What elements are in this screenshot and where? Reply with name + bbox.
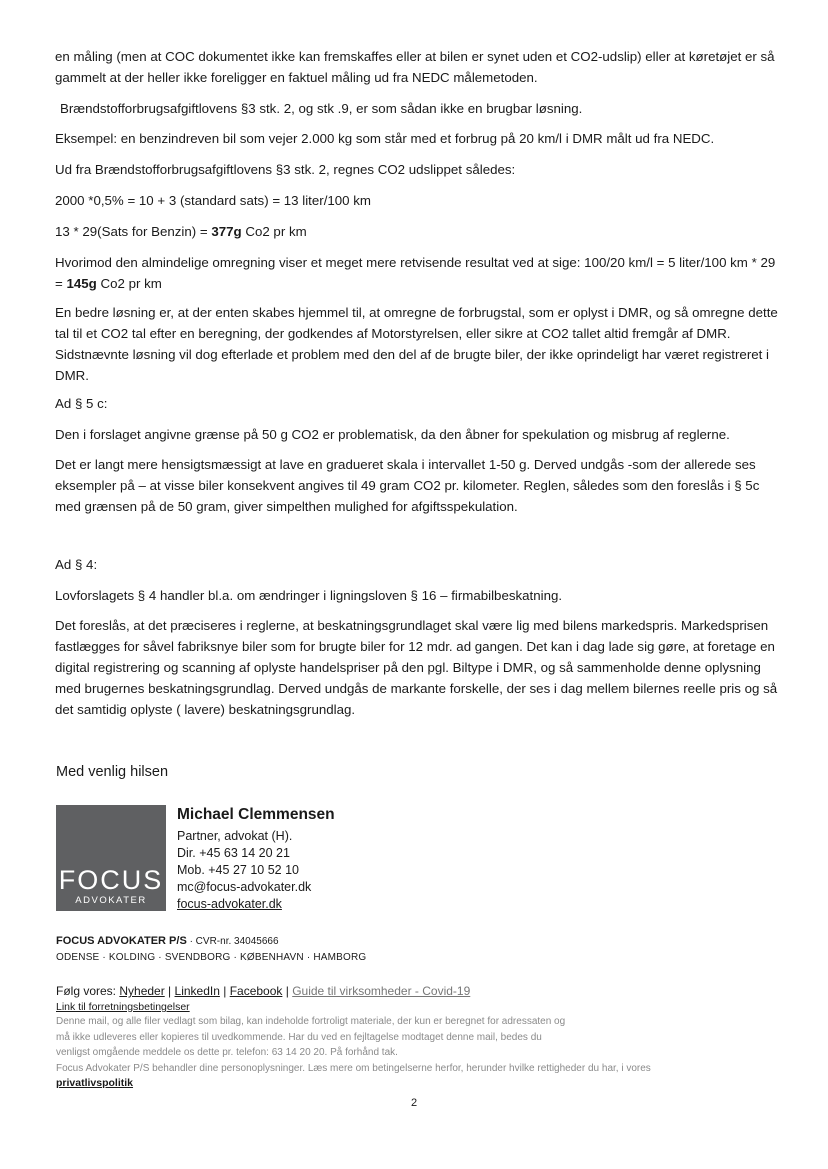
paragraph-better-solution: En bedre løsning er, at der enten skabes hjemmel til, at omregne de forbrugstal, som er oplyst i DMR, og så omregne dette tal til et CO2 tal efter en beregning, der godkendes af Motorstyrelsen, eller sikre at CO2 tallet altid fremgår af DMR. Sidstnævnte løsning vil dog efterlade et problem med den del af de brugte biler, der ikke oprindeligt har været registreret i DMR.: [55, 305, 778, 383]
paragraph-graduated-scale: Det er langt mere hensigtsmæssigt at lave en gradueret skala i intervallet 1-50 g. Derved undgås -som der allerede ses eksempler på – at visse biler konsekvent angives til 49 gram CO2 pr. kilometer. Reglen, således som den foreslås i § 5c med grænsen på de 50 gram, giver simpelthen mulighed for afgiftsspekulation.: [55, 457, 760, 514]
heading-ad-5c: Ad § 5 c:: [55, 396, 108, 411]
facebook-link[interactable]: Facebook: [229, 984, 283, 998]
heading-ad-4: Ad § 4:: [55, 557, 98, 572]
signer-name: Michael Clemmensen: [177, 806, 335, 823]
paragraph-market-price: Det foreslås, at det præciseres i reglerne, at beskatningsgrundlaget skal være lig med bilens markedspris. Markedsprisen fastlægges for såvel fabriksnye biler som for brugte biler for 12 mdr. ad gangen. Det kan i dag lade sig gøre, at foretage en digital registrering og scanning af oplyste handelspriser på den pgl. Biltype i DMR, og så sammenholde denne oplysning med brugernes beskatningsgrundlag. Derved undgås de markante forskelle, der ses i dag mellem bilernes reelle pris og så det samtidig oplyste ( lavere) beskatningsgrundlag.: [55, 618, 778, 717]
direct-phone: Dir. +45 63 14 20 21: [177, 846, 290, 860]
separator: |: [164, 984, 175, 998]
disclaimer-line: må ikke udleveres eller kopieres til uvedkommende. Har du ved en fejltagelse modtaget denne mail, bedes du: [56, 1031, 542, 1043]
paragraph-calculation-intro: Ud fra Brændstofforbrugsafgiftlovens §3 stk. 2, regnes CO2 udslippet således:: [55, 162, 516, 177]
email-link[interactable]: mc@focus-advokater.dk: [177, 880, 312, 894]
firm-name: FOCUS ADVOKATER P/S: [56, 935, 187, 947]
firm-cvr: · CVR-nr. 34045666: [186, 936, 279, 947]
follow-prefix: Følg vores:: [56, 984, 120, 998]
paragraph-comparison: Hvorimod den almindelige omregning viser et meget mere retvisende resultat ved at sige: 100/20 km/l = 5 liter/100 km * 29 = 145g Co2 pr km: [55, 255, 776, 291]
terms-link[interactable]: Link til forretningsbetingelser: [56, 1001, 190, 1013]
mobile-phone: Mob. +45 27 10 52 10: [177, 863, 299, 877]
follow-links: [56, 983, 470, 999]
logo-wordmark: FOCUS: [58, 865, 164, 895]
closing-greeting: Med venlig hilsen: [56, 764, 169, 780]
paragraph-section-4: Lovforslagets § 4 handler bl.a. om ændringer i ligningsloven § 16 – firmabilbeskatning.: [55, 588, 563, 603]
separator: |: [282, 984, 293, 998]
logo-subtitle: ADVOKATER: [75, 895, 147, 906]
website-link[interactable]: focus-advokater.dk: [177, 897, 282, 911]
signer-title: Partner, advokat (H).: [177, 829, 293, 843]
firm-info: [56, 933, 366, 966]
paragraph-limit: Den i forslaget angivne grænse på 50 g CO2 er problematisk, da den åbner for spekulation og misbrug af reglerne.: [55, 427, 730, 442]
disclaimer-line: venligst omgående meddele os dette pr. telefon: 63 14 20 20. På forhånd tak.: [56, 1047, 398, 1058]
paragraph-measurement: en måling (men at COC dokumentet ikke kan fremskaffes eller at bilen er synet uden et CO2-udslip) eller at køretøjet er så gammelt at der heller ikke foreligger en faktuel måling ud fra NEDC målemetoden.: [55, 49, 775, 85]
linkedin-link[interactable]: LinkedIn: [174, 984, 220, 998]
firm-cities: ODENSE · KOLDING · SVENDBORG · KØBENHAVN · HAMBORG: [56, 952, 367, 963]
privacy-policy-link[interactable]: privatlivspolitik: [56, 1077, 134, 1089]
page-number: 2: [410, 1097, 418, 1109]
disclaimer-line: Denne mail, og alle filer vedlagt som bilag, kan indeholde fortroligt materiale, der kun er beregnet for adressaten og: [56, 1016, 566, 1027]
covid-guide-link[interactable]: Guide til virksomheder - Covid-19: [292, 984, 471, 998]
signature-block: [177, 804, 335, 913]
paragraph-formula-2: 13 * 29(Sats for Benzin) = 377g Co2 pr km: [55, 224, 307, 239]
focus-advokater-logo: [56, 805, 166, 911]
disclaimer-line: Focus Advokater P/S behandler dine personoplysninger. Læs mere om betingelserne herfor, herunder hvilke rettigheder du har, i vores: [56, 1062, 651, 1074]
separator: |: [219, 984, 230, 998]
paragraph-example: Eksempel: en benzindreven bil som vejer 2.000 kg som står med et forbrug på 20 km/l i DMR målt ud fra NEDC.: [55, 131, 715, 146]
disclaimer: [56, 1014, 776, 1076]
news-link[interactable]: Nyheder: [119, 984, 165, 998]
paragraph-law-reference: Brændstofforbrugsafgiftlovens §3 stk. 2, og stk .9, er som sådan ikke en brugbar løsning.: [60, 101, 583, 116]
paragraph-formula-1: 2000 *0,5% = 10 + 3 (standard sats) = 13 liter/100 km: [55, 193, 371, 208]
